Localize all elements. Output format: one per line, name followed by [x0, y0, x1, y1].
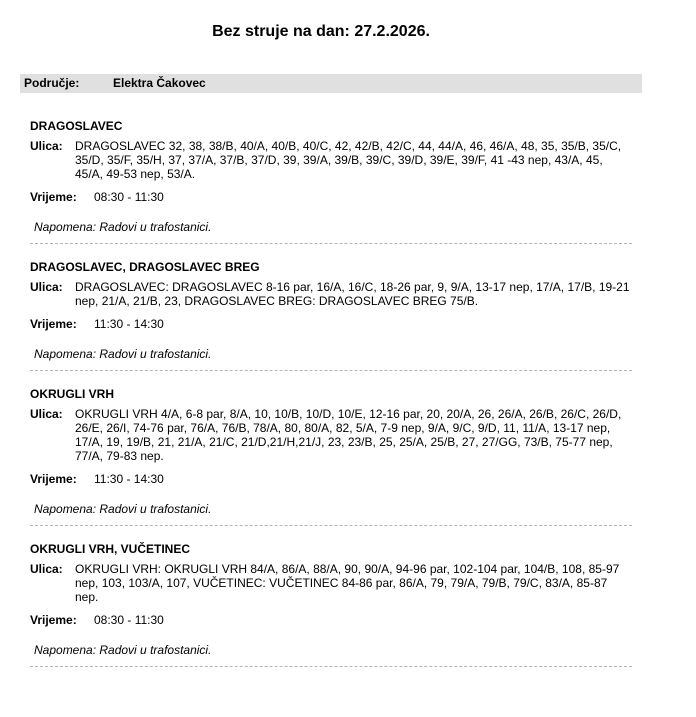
- street-row: [30, 280, 632, 308]
- time-value: 08:30 - 11:30: [94, 613, 164, 627]
- note: Napomena: Radovi u trafostanici.: [34, 220, 212, 234]
- entry-title: OKRUGLI VRH: [30, 387, 114, 401]
- street-row: [30, 407, 632, 463]
- time-row: [30, 317, 632, 331]
- note: Napomena: Radovi u trafostanici.: [34, 643, 212, 657]
- time-value: 11:30 - 14:30: [94, 317, 164, 331]
- street-list: OKRUGLI VRH 4/A, 6-8 par, 8/A, 10, 10/B, 10/D, 10/E, 12-16 par, 20, 20/A, 26, 26/A, 26/B, 26/C, 26/D, 26/E, 26/I, 74-76 par, 76/A, 76/B, 78/A, 80, 80/A, 82, 5/A, 7-9 nep, 9/A, 9/C, 9/D, 11, 11/A, 13-17 nep, 17/A, 19, 19/B, 21, 21/A, 21/C, 21/D,21/H,21/J, 23, 23/B, 25, 25/A, 25/B, 27, 27/GG, 73/B, 75-77 nep, 77/A, 79-83 nep.: [75, 407, 622, 463]
- time-value: 11:30 - 14:30: [94, 472, 164, 486]
- street-row: [30, 562, 632, 604]
- street-row: [30, 139, 632, 181]
- street-label: Ulica:: [30, 280, 63, 294]
- time-label: Vrijeme:: [30, 613, 77, 627]
- region-bar: [20, 74, 642, 93]
- time-label: Vrijeme:: [30, 317, 77, 331]
- time-label: Vrijeme:: [30, 472, 77, 486]
- note: Napomena: Radovi u trafostanici.: [34, 502, 212, 516]
- outage-entry: [30, 535, 632, 667]
- street-list: DRAGOSLAVEC: DRAGOSLAVEC 8-16 par, 16/A, 16/C, 18-26 par, 9, 9/A, 13-17 nep, 17/A, 17/B, 19-21 nep, 21/A, 21/B, 23, DRAGOSLAVEC BREG: DRAGOSLAVEC BREG 75/B.: [75, 280, 630, 308]
- outage-entry: [30, 253, 632, 371]
- time-row: [30, 613, 632, 627]
- street-label: Ulica:: [30, 562, 63, 576]
- time-row: [30, 472, 632, 486]
- region-label: Područje:: [24, 76, 80, 90]
- region-value: Elektra Čakovec: [113, 76, 206, 90]
- outage-entry: [30, 380, 632, 526]
- street-list: OKRUGLI VRH: OKRUGLI VRH 84/A, 86/A, 88/A, 90, 90/A, 94-96 par, 102-104 par, 104/B, 108, 85-97 nep, 103, 103/A, 107, VUČETINEC: VUČETINEC 84-86 par, 86/A, 79, 79/A, 79/B, 79/C, 83/A, 85-87 nep.: [75, 562, 620, 604]
- street-label: Ulica:: [30, 139, 63, 153]
- entry-title: OKRUGLI VRH, VUČETINEC: [30, 542, 191, 556]
- street-label: Ulica:: [30, 407, 63, 421]
- outage-entry: [30, 112, 632, 244]
- street-list: DRAGOSLAVEC 32, 38, 38/B, 40/A, 40/B, 40/C, 42, 42/B, 42/C, 44, 44/A, 46, 46/A, 48, 35, 35/B, 35/C, 35/D, 35/F, 35/H, 37, 37/A, 37/B, 37/D, 39, 39/A, 39/B, 39/C, 39/D, 39/E, 39/F, 41 -43 nep, 43/A, 45, 45/A, 49-53 nep, 53/A.: [75, 139, 622, 181]
- note: Napomena: Radovi u trafostanici.: [34, 347, 212, 361]
- outage-list: [30, 112, 632, 676]
- time-row: [30, 190, 632, 204]
- entry-title: DRAGOSLAVEC: [30, 119, 123, 133]
- time-label: Vrijeme:: [30, 190, 77, 204]
- time-value: 08:30 - 11:30: [94, 190, 164, 204]
- page-title: Bez struje na dan: 27.2.2026.: [212, 23, 430, 40]
- entry-title: DRAGOSLAVEC, DRAGOSLAVEC BREG: [30, 260, 260, 274]
